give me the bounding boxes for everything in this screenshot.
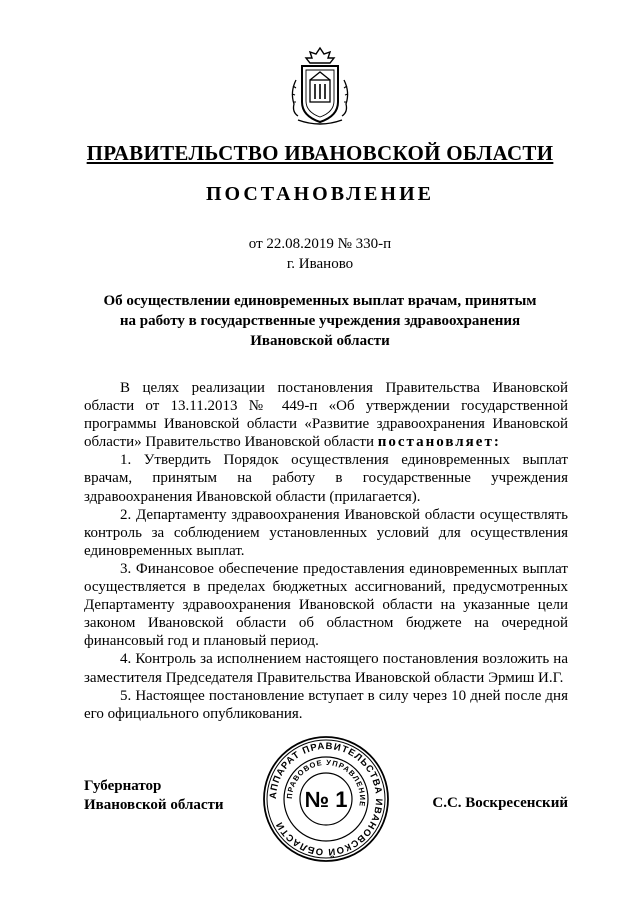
document-type: ПОСТАНОВЛЕНИЕ [206,183,434,205]
official-seal-icon [261,734,391,864]
government-title: ПРАВИТЕЛЬСТВО ИВАНОВСКОЙ ОБЛАСТИ [86,141,554,165]
intro-paragraph [84,379,568,451]
paragraph-2: 2. Департаменту здравоохранения Ивановской области осуществлять контроль за соблюдением установленных условий для осуществления единовременных выплат. [84,506,568,559]
document-subject [70,291,570,351]
coat-of-arms-icon [288,46,352,128]
seal-number: № 1 [304,787,348,812]
document-body [84,379,568,723]
paragraph-1: 1. Утвердить Порядок осуществления единовременных выплат врачам, принятым на работу в государственные учреждения здравоохранения Ивановской области (прилагается). [84,452,568,505]
decree-keyword: постановляет: [377,434,501,451]
signer-name: С.С. Воскресенский [432,795,568,811]
subject-line: Ивановской области [250,333,390,349]
signer-position-line: Губернатор [84,778,162,794]
city: г. Иваново [286,256,354,272]
signer-position [84,777,224,815]
signer-position-line: Ивановской области [84,797,224,813]
paragraph-3: 3. Финансовое обеспечение предоставления единовременных выплат осуществляется в пределах бюджетных ассигнований, предусмотренных Департаменту здравоохранения Ивановской области на указанные цели законом Ивановской области об областном бюджете на очередной финансовый год и плановый период. [84,560,568,650]
subject-line: Об осуществлении единовременных выплат врачам, принятым [103,293,537,309]
intro-text: В целях реализации постановления Правительства Ивановской области от 13.11.2013 № 449-п «Об утверждении государственной программы Ивановской области «Развитие здравоохранения Ивановской области» Правительство Ивановской области [84,380,568,451]
seal-inner-text: ПРАВОВОЕ УПРАВЛЕНИЕ [284,757,368,808]
seal-ring-text: АППАРАТ ПРАВИТЕЛЬСТВА ИВАНОВСКОЙ ОБЛАСТИ [267,740,385,858]
paragraph-4: 4. Контроль за исполнением настоящего постановления возложить на заместителя Председателя Правительства Ивановской области Эрмиш И.Г. [84,651,568,686]
subject-line: на работу в государственные учреждения здравоохранения [119,313,521,329]
date-number: от 22.08.2019 № 330-п [248,236,392,252]
paragraph-5: 5. Настоящее постановление вступает в силу через 10 дней после дня его официального опубликования. [84,687,568,722]
